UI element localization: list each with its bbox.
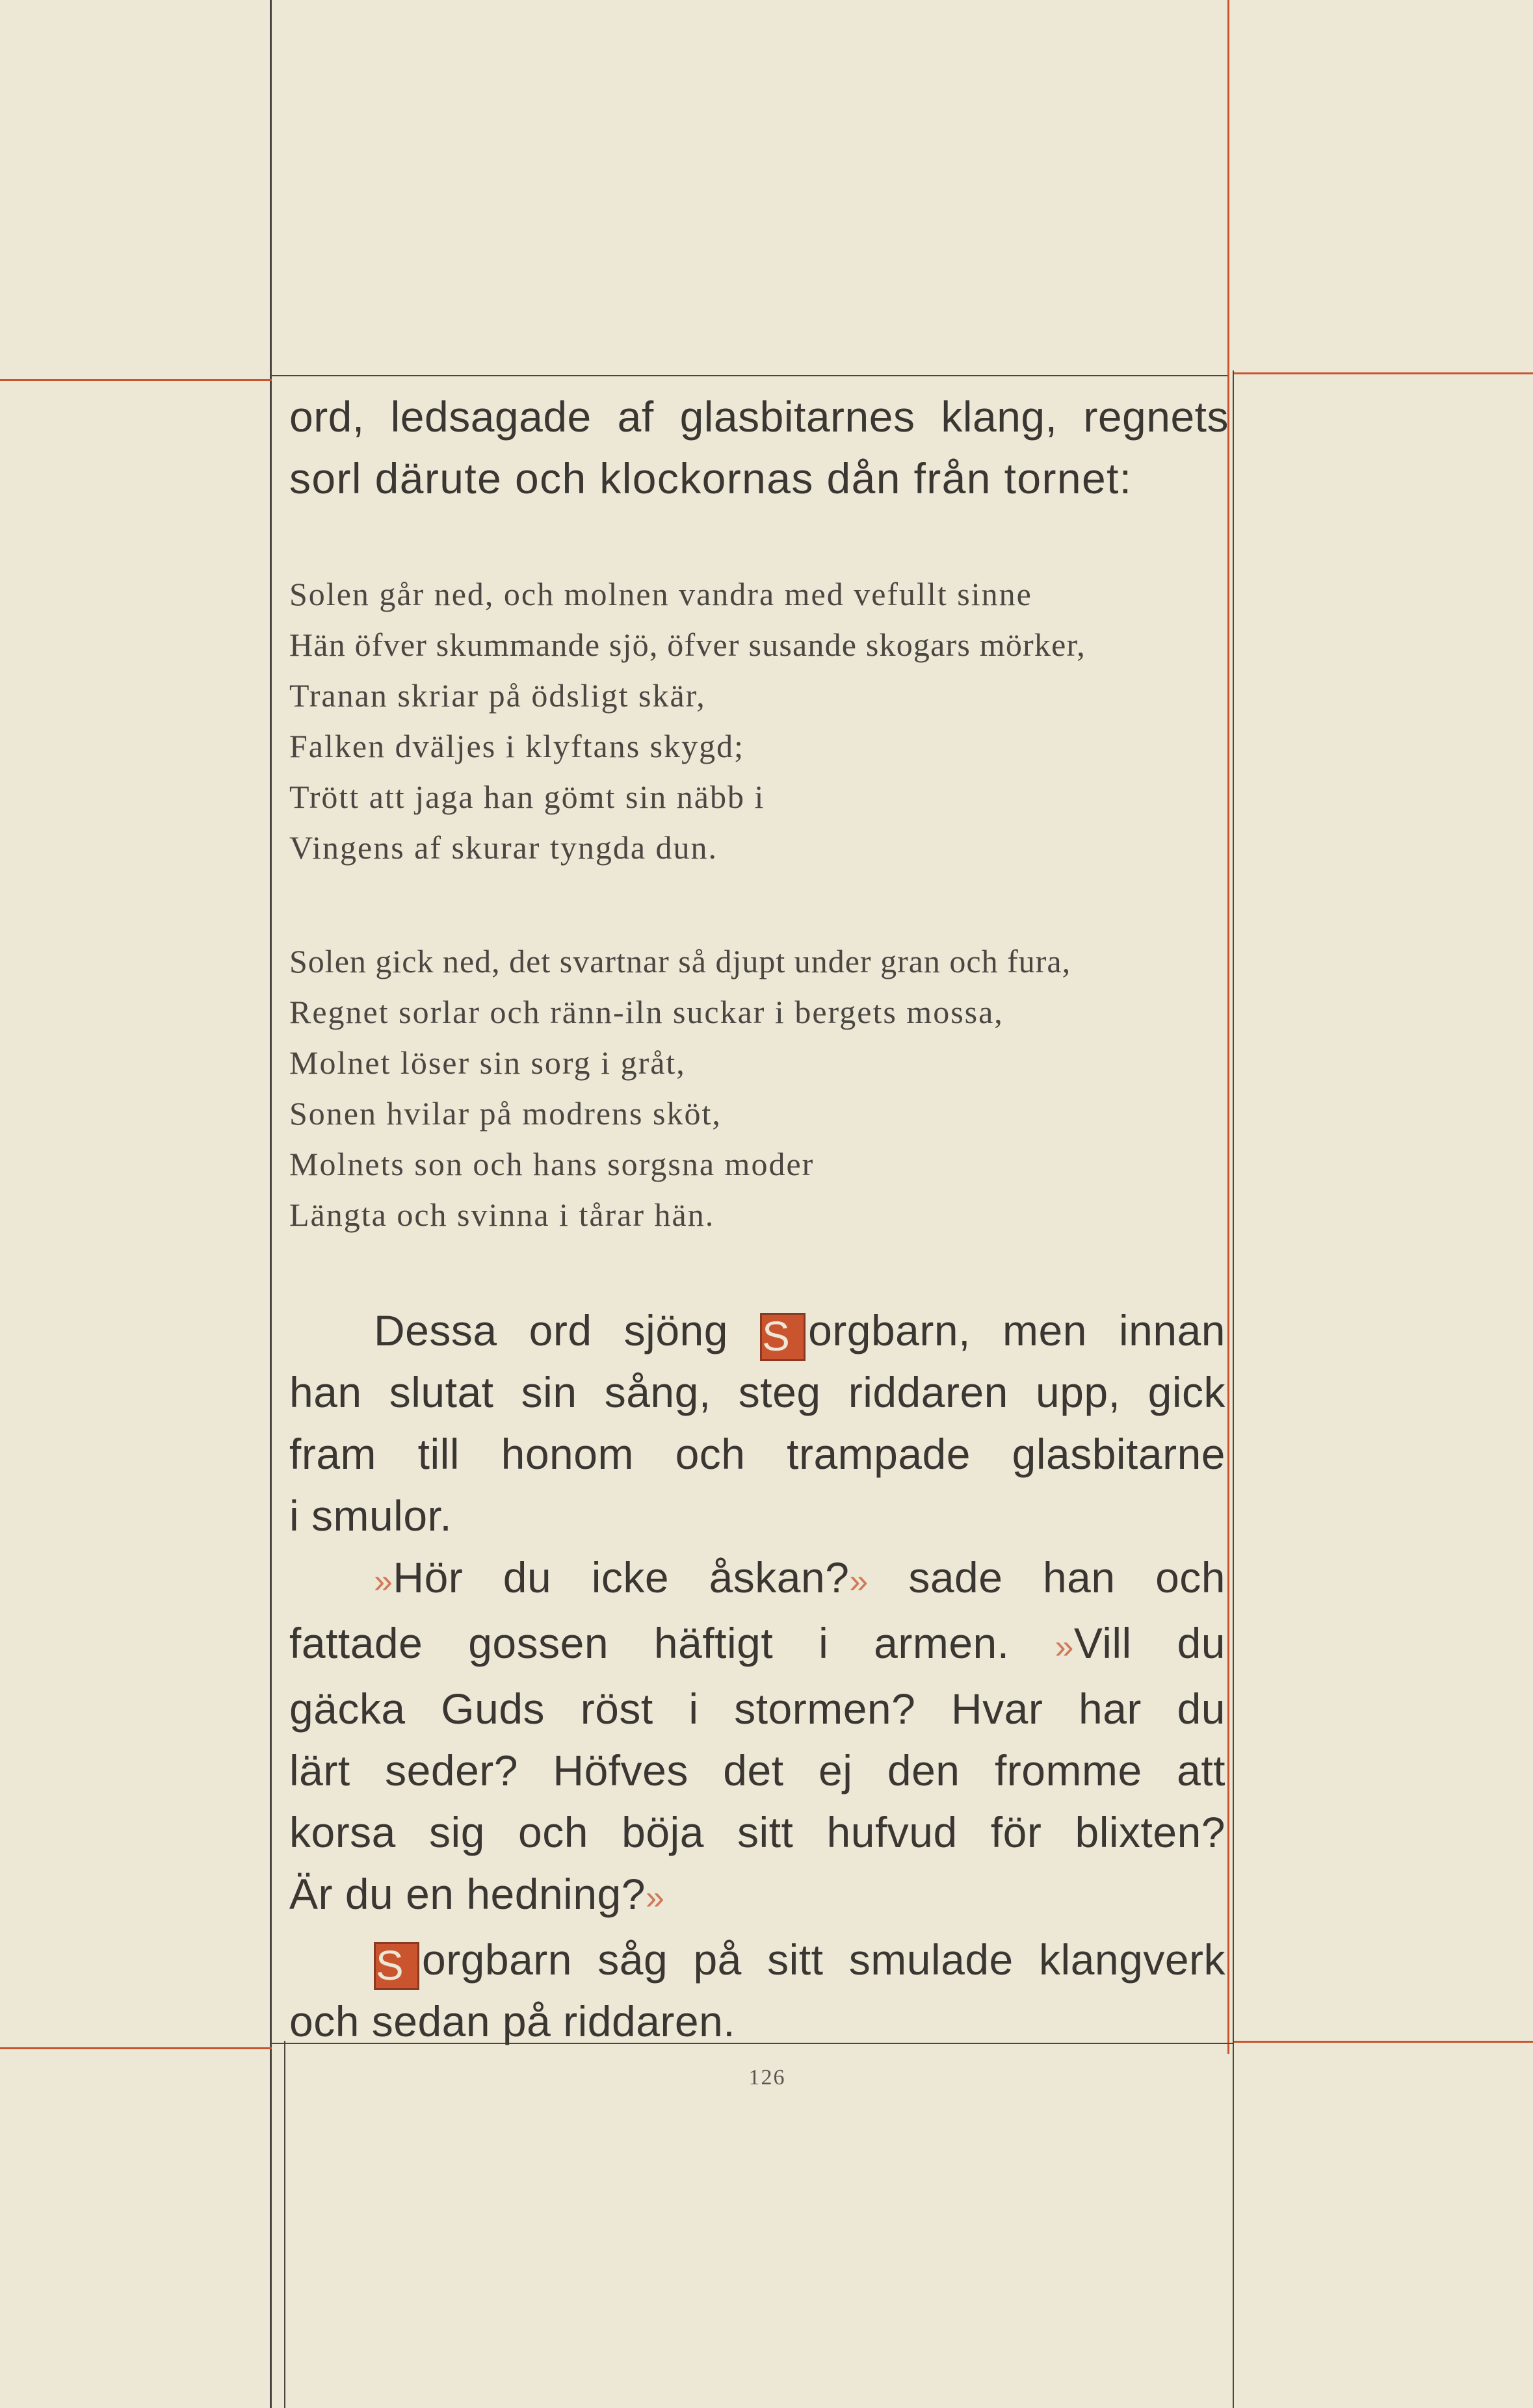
verse-line: Vingens af skurar tyngda dun. (289, 829, 718, 866)
guillemet: » (374, 1562, 393, 1600)
prose-line: sorl därute och klockornas dån från tornet: (289, 454, 1133, 502)
prose-line (289, 1612, 1225, 1678)
prose-line (289, 1929, 1225, 1991)
left-inner-rule (284, 2041, 285, 2408)
guillemet: » (849, 1562, 869, 1600)
verse-line: Sonen hvilar på modrens sköt, (289, 1095, 722, 1132)
main-prose (289, 1300, 1225, 2052)
verse-stanza-1 (289, 569, 1229, 873)
opening-paragraph (289, 386, 1229, 510)
top-right-rule (1234, 372, 1533, 374)
verse-line: Längta och svinna i tårar hän. (289, 1197, 715, 1233)
text-run: fattade gossen häftigt i armen. (289, 1619, 1055, 1667)
verse-line: Falken dväljes i klyftans skygd; (289, 728, 745, 764)
text-run: Dessa ord sjöng (374, 1306, 761, 1354)
red-initial-letter: S (760, 1313, 806, 1361)
guillemet: » (1055, 1628, 1074, 1666)
prose-line: fram till honom och trampade glasbitarne (289, 1430, 1225, 1478)
text-run: orgbarn, men innan (808, 1306, 1225, 1354)
verse-stanza-2 (289, 936, 1229, 1240)
verse-line: Solen går ned, och molnen vandra med vefullt sinne (289, 576, 1032, 612)
text-run: Vill du (1073, 1619, 1225, 1667)
right-inner-rule (1233, 370, 1234, 2408)
prose-line: gäcka Guds röst i stormen? Hvar har du (289, 1685, 1225, 1733)
verse-line: Molnet löser sin sorg i gråt, (289, 1044, 686, 1081)
prose-line (289, 1300, 1225, 1362)
verse-line: Regnet sorlar och ränn-iln suckar i bergets mossa, (289, 994, 1004, 1030)
verse-line: Molnets son och hans sorgsna moder (289, 1146, 815, 1182)
prose-line (289, 1547, 1225, 1612)
text-run: orgbarn såg på sitt smulade klangverk (422, 1935, 1225, 1984)
prose-line: lärt seder? Höfves det ej den fromme att (289, 1746, 1225, 1794)
page-number: 126 (748, 2065, 786, 2090)
prose-line: och sedan på riddaren. (289, 1997, 736, 2045)
bottom-left-rule (0, 2047, 272, 2049)
prose-line: korsa sig och böja sitt hufvud för blixten? (289, 1808, 1225, 1856)
prose-line (289, 1863, 1225, 1929)
guillemet: » (645, 1879, 665, 1917)
verse-line: Hän öfver skummande sjö, öfver susande skogars mörker, (289, 627, 1086, 663)
verse-line: Solen gick ned, det svartnar så djupt under gran och fura, (289, 943, 1071, 979)
verse-line: Trött att jaga han gömt sin näbb i (289, 779, 765, 815)
top-center-rule (272, 375, 1227, 376)
prose-line: ord, ledsagade af glasbitarnes klang, regnets (289, 393, 1229, 441)
verse-line: Tranan skriar på ödsligt skär, (289, 677, 706, 714)
prose-line: i smulor. (289, 1492, 452, 1540)
red-initial-letter: S (374, 1942, 419, 1990)
prose-line: han slutat sin sång, steg riddaren upp, gick (289, 1368, 1225, 1416)
text-run: sade han och (868, 1553, 1225, 1601)
text-run: Hör du icke åskan? (393, 1553, 850, 1601)
bottom-right-rule (1234, 2041, 1533, 2043)
top-left-rule (0, 379, 272, 381)
text-run: Är du en hedning? (289, 1870, 646, 1918)
